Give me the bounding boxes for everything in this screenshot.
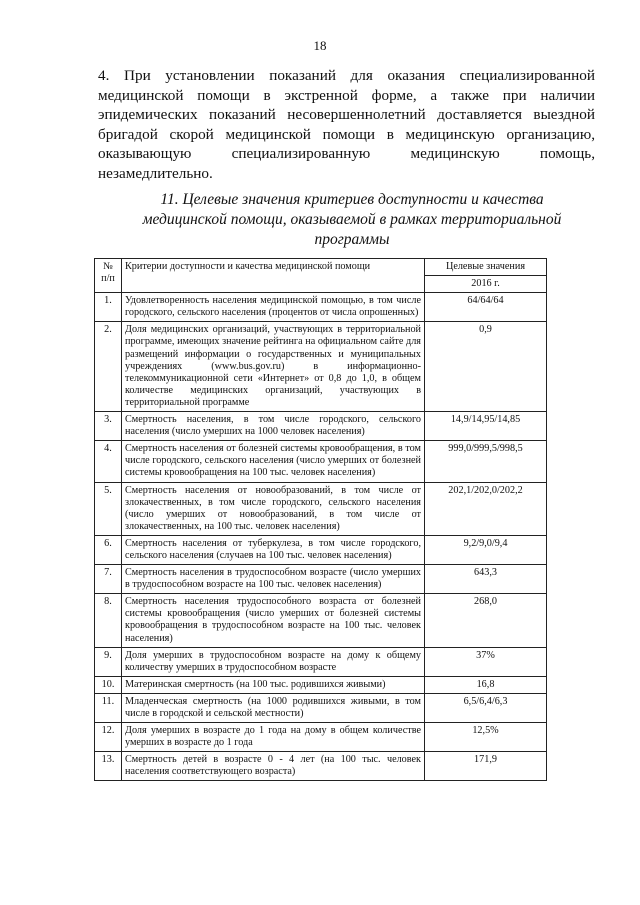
header-criteria: Критерии доступности и качества медицинской помощи (122, 259, 425, 293)
paragraph-line: эпидемических показаний несовершеннолетний доставляется выездной (98, 106, 595, 124)
row-number: 8. (95, 594, 122, 647)
row-target-value: 64/64/64 (425, 293, 547, 322)
row-number: 12. (95, 723, 122, 752)
header-target: Целевые значения (425, 259, 547, 276)
row-number: 6. (95, 535, 122, 564)
table-row (95, 482, 547, 535)
table-row (95, 676, 547, 693)
row-criteria: Младенческая смертность (на 1000 родившихся живыми, в том числе в городской и сельской местности) (122, 693, 425, 722)
row-target-value: 268,0 (425, 594, 547, 647)
table-row (95, 565, 547, 594)
row-number: 9. (95, 647, 122, 676)
row-criteria: Смертность населения от туберкулеза, в том числе городского, сельского населения (случаев на 100 тыс. человек населения) (122, 535, 425, 564)
row-number: 3. (95, 412, 122, 441)
section-title-line: 11. Целевые значения критериев доступности и качества (160, 191, 544, 208)
table-row (95, 723, 547, 752)
row-number: 2. (95, 322, 122, 412)
paragraph-line: медицинской помощи в экстренной форме, а также при наличии (98, 86, 595, 104)
row-target-value: 14,9/14,95/14,85 (425, 412, 547, 441)
table-row (95, 441, 547, 482)
row-target-value: 6,5/6,4/6,3 (425, 693, 547, 722)
paragraph-item-4 (98, 66, 595, 184)
paragraph-line: бригадой скорой медицинской помощи в медицинскую организацию, (98, 125, 595, 143)
row-number: 13. (95, 752, 122, 781)
row-number: 4. (95, 441, 122, 482)
row-target-value: 37% (425, 647, 547, 676)
criteria-table (94, 258, 547, 781)
row-target-value: 12,5% (425, 723, 547, 752)
table-row (95, 322, 547, 412)
paragraph-line: незамедлительно. (98, 164, 213, 182)
section-title-line: программы (314, 231, 390, 248)
table-row (95, 293, 547, 322)
section-title (128, 190, 576, 250)
row-criteria: Смертность населения в трудоспособном возрасте (число умерших в трудоспособном возрасте на 100 тыс. человек населения) (122, 565, 425, 594)
row-criteria: Смертность населения, в том числе городского, сельского населения (число умерших на 1000 человек населения) (122, 412, 425, 441)
row-number: 10. (95, 676, 122, 693)
paragraph-line: оказывающую специализированную медицинскую помощь, (98, 145, 595, 163)
header-num: № п/п (95, 259, 122, 293)
row-criteria: Смертность населения от болезней системы кровообращения, в том числе городского, сельского населения (число умерших от болезней системы кровообращения на 100 тыс. человек населения) (122, 441, 425, 482)
table-row (95, 535, 547, 564)
header-year: 2016 г. (425, 276, 547, 293)
row-criteria: Доля умерших в возрасте до 1 года на дому в общем количестве умерших в возрасте до 1 года (122, 723, 425, 752)
row-criteria: Смертность детей в возрасте 0 - 4 лет (на 100 тыс. человек населения соответствующего возраста) (122, 752, 425, 781)
table-row (95, 693, 547, 722)
page-number: 18 (313, 38, 327, 53)
row-target-value: 202,1/202,0/202,2 (425, 482, 547, 535)
table-row (95, 647, 547, 676)
row-target-value: 999,0/999,5/998,5 (425, 441, 547, 482)
row-target-value: 16,8 (425, 676, 547, 693)
row-criteria: Доля умерших в трудоспособном возрасте на дому к общему количеству умерших в трудоспособном возрасте (122, 647, 425, 676)
row-number: 1. (95, 293, 122, 322)
row-number: 5. (95, 482, 122, 535)
paragraph-line: 4. При установлении показаний для оказания специализированной (98, 67, 595, 84)
row-number: 11. (95, 693, 122, 722)
row-criteria: Смертность населения трудоспособного возраста от болезней системы кровообращения (число умерших от болезней системы кровообращения в трудоспособном возрасте на 100 тыс. человек населения) (122, 594, 425, 647)
table-row (95, 594, 547, 647)
row-criteria: Удовлетворенность населения медицинской помощью, в том числе городского, сельского населения (процентов от числа опрошенных) (122, 293, 425, 322)
row-criteria: Материнская смертность (на 100 тыс. родившихся живыми) (122, 676, 425, 693)
row-criteria: Доля медицинских организаций, участвующих в территориальной программе, имеющих значение рейтинга на официальном сайте для размещений информации о государственных и муниципальных учреждениях (www.bus.gov.ru) в информационно-телекоммуникационной сети «Интернет» от 0,8 до 1,0, в общем количестве медицинских организаций, участвующих в территориальной программе (122, 322, 425, 412)
row-criteria: Смертность населения от новообразований, в том числе от злокачественных, в том числе городского, сельского населения (число умерших от новообразований, в том числе от злокачественных, на 100 тыс. человек населения) (122, 482, 425, 535)
row-number: 7. (95, 565, 122, 594)
row-target-value: 0,9 (425, 322, 547, 412)
row-target-value: 171,9 (425, 752, 547, 781)
section-title-line: медицинской помощи, оказываемой в рамках территориальной (142, 211, 562, 228)
table-header-row (95, 259, 547, 276)
table-body (95, 293, 547, 781)
row-target-value: 9,2/9,0/9,4 (425, 535, 547, 564)
row-target-value: 643,3 (425, 565, 547, 594)
table-row (95, 412, 547, 441)
table-row (95, 752, 547, 781)
